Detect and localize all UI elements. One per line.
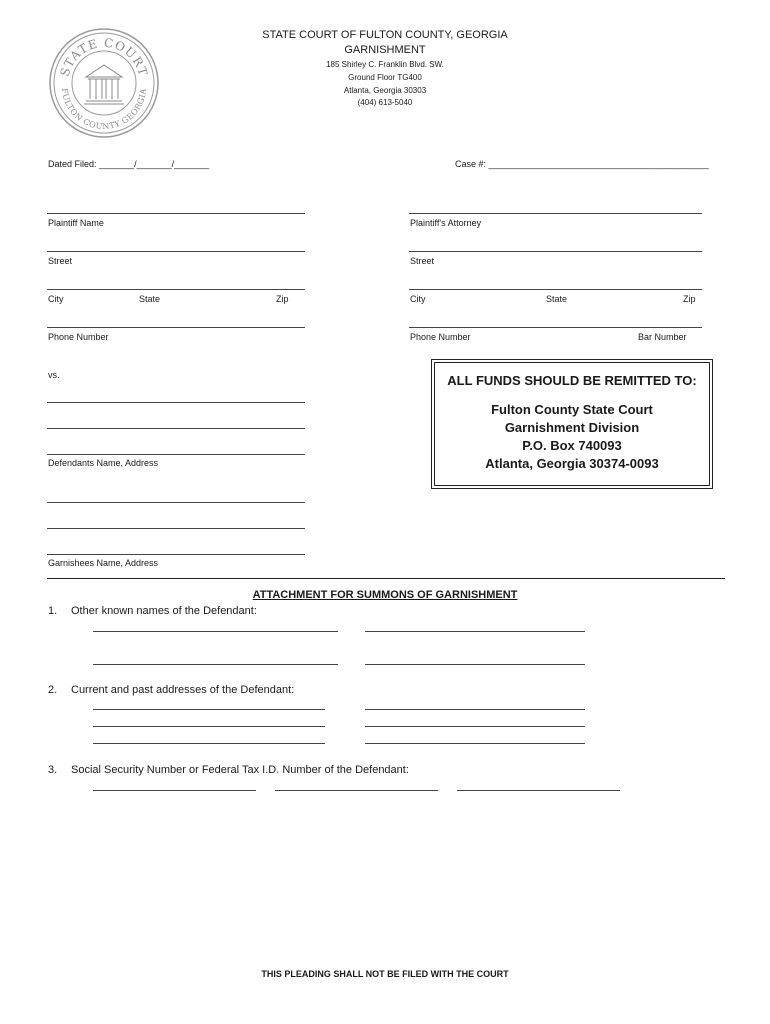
attorney-phone-line[interactable] <box>409 327 702 328</box>
remit-line-3: P.O. Box 740093 <box>522 438 622 453</box>
attorney-city-line[interactable] <box>409 289 702 290</box>
other-names-line-1b[interactable] <box>365 631 585 632</box>
plaintiff-street-label: Street <box>48 256 73 266</box>
section-divider <box>47 578 725 579</box>
vs-label: vs. <box>48 370 60 380</box>
plaintiff-state-label: State <box>139 294 161 304</box>
garnishee-line-1[interactable] <box>47 502 305 503</box>
remit-heading: ALL FUNDS SHOULD BE REMITTED TO: <box>447 373 697 388</box>
defendants-label: Defendants Name, Address <box>48 458 159 468</box>
address-line-2a[interactable] <box>93 726 325 727</box>
court-address-line2: Ground Floor TG400 <box>348 73 422 82</box>
seal-top-text: STATE COURT <box>57 35 151 78</box>
address-line-3a[interactable] <box>93 743 325 744</box>
attorney-zip-label: Zip <box>683 294 696 304</box>
plaintiff-phone-line[interactable] <box>47 327 305 328</box>
defendant-line-1[interactable] <box>47 402 305 403</box>
court-name: STATE COURT OF FULTON COUNTY, GEORGIA <box>262 29 508 41</box>
court-address-line3: Atlanta, Georgia 30303 <box>343 86 427 95</box>
attorney-city-label: City <box>410 294 426 304</box>
attorney-name-line[interactable] <box>409 213 702 214</box>
plaintiff-street-line[interactable] <box>47 251 305 252</box>
remit-line-2: Garnishment Division <box>504 420 640 435</box>
attachment-title: ATTACHMENT FOR SUMMONS OF GARNISHMENT <box>252 589 518 601</box>
plaintiff-city-label: City <box>48 294 64 304</box>
case-number-field[interactable]: Case #: ____________________________________________ <box>455 159 709 169</box>
attorney-state-label: State <box>546 294 568 304</box>
attorney-label: Plaintiff's Attorney <box>410 218 482 228</box>
court-address-line1: 185 Shirley C. Franklin Blvd. SW. <box>326 60 444 69</box>
other-names-line-2a[interactable] <box>93 664 338 665</box>
plaintiff-city-line[interactable] <box>47 289 305 290</box>
plaintiff-name-line[interactable] <box>47 213 305 214</box>
garnishee-line-2[interactable] <box>47 528 305 529</box>
footer-notice: THIS PLEADING SHALL NOT BE FILED WITH THE COURT <box>261 969 509 979</box>
question-3-number: 3. <box>48 764 58 776</box>
remit-funds-inner <box>434 362 710 486</box>
question-2-number: 2. <box>48 684 58 696</box>
garnishees-label: Garnishees Name, Address <box>48 558 159 568</box>
address-line-3b[interactable] <box>365 743 585 744</box>
ssn-line-1[interactable] <box>93 790 256 791</box>
question-2-text: Current and past addresses of the Defendant: <box>71 684 295 696</box>
remit-line-4: Atlanta, Georgia 30374-0093 <box>485 456 659 471</box>
svg-text:STATE COURT <box>58 36 151 78</box>
dated-filed-field[interactable]: Dated Filed: _______/_______/_______ <box>48 159 210 169</box>
plaintiff-name-label: Plaintiff Name <box>48 218 104 228</box>
defendant-line-2[interactable] <box>47 428 305 429</box>
other-names-line-1a[interactable] <box>93 631 338 632</box>
defendant-line-3[interactable] <box>47 454 305 455</box>
remit-line-1: Fulton County State Court <box>491 402 653 417</box>
ssn-line-2[interactable] <box>275 790 438 791</box>
bar-number-label: Bar Number <box>638 332 687 342</box>
seal-bottom-text: FULTON COUNTY GEORGIA <box>59 87 149 132</box>
court-phone: (404) 613-5040 <box>357 98 413 107</box>
plaintiff-phone-label: Phone Number <box>48 332 109 342</box>
garnishee-line-3[interactable] <box>47 554 305 555</box>
attorney-street-line[interactable] <box>409 251 702 252</box>
attorney-phone-label: Phone Number <box>410 332 471 342</box>
document-type: GARNISHMENT <box>344 44 426 56</box>
address-line-2b[interactable] <box>365 726 585 727</box>
remit-funds-box <box>431 359 713 489</box>
question-1-text: Other known names of the Defendant: <box>71 605 257 617</box>
question-1-number: 1. <box>48 605 58 617</box>
ssn-line-3[interactable] <box>457 790 620 791</box>
attorney-street-label: Street <box>410 256 435 266</box>
address-line-1a[interactable] <box>93 709 325 710</box>
other-names-line-2b[interactable] <box>365 664 585 665</box>
plaintiff-zip-label: Zip <box>276 294 289 304</box>
address-line-1b[interactable] <box>365 709 585 710</box>
question-3-text: Social Security Number or Federal Tax I.D. Number of the Defendant: <box>71 764 409 776</box>
